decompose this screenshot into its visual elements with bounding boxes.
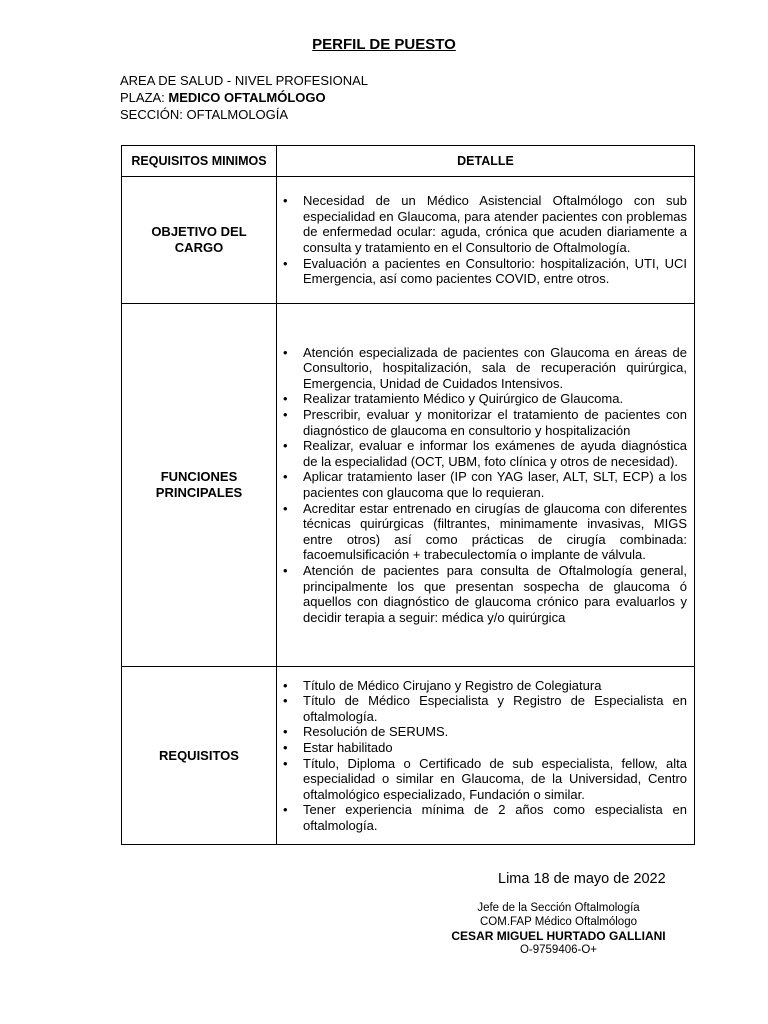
row-detail [277, 177, 695, 304]
bullet-icon: • [283, 255, 288, 271]
list-item [283, 391, 687, 407]
list-item-text: Realizar, evaluar e informar los exámenes de ayuda diagnóstica de la especialidad (OCT, UBM, foto clínica y otros de necesidad). [303, 438, 687, 469]
list-item-text: Título, Diploma o Certificado de sub especialista, fellow, alta especialidad o similar en Glaucoma, de la Universidad, Centro oftalmológico especializado, Fundación o similar. [303, 755, 687, 802]
list-item [283, 724, 687, 740]
list-item-text: Título de Médico Cirujano y Registro de Colegiatura [303, 677, 602, 693]
bullet-icon: • [283, 755, 288, 771]
plaza-label: PLAZA: [120, 90, 169, 105]
plaza-line [120, 89, 368, 106]
signature-rank: COM.FAP Médico Oftalmólogo [479, 916, 637, 928]
page-title: PERFIL DE PUESTO [312, 36, 456, 53]
list-item-text: Necesidad de un Médico Asistencial Oftalmólogo con sub especialidad en Glaucoma, para atender pacientes con problemas de enfermedad ocular: aguda, crónica que acuden diariamente a consulta y tratamiento en el Consultorio de Oftalmología. [303, 193, 687, 255]
list-item-text: Aplicar tratamiento laser (IP con YAG laser, ALT, SLT, ECP) a los pacientes con glaucoma que lo requieran. [303, 469, 687, 500]
profile-table [121, 145, 695, 845]
table-header-row [122, 146, 695, 177]
table-row [122, 667, 695, 845]
table-row [122, 304, 695, 667]
section-line: SECCIÓN: OFTALMOLOGÍA [120, 107, 289, 122]
list-item [283, 693, 687, 724]
list-item [283, 469, 687, 500]
list-item [283, 255, 687, 287]
row-label: OBJETIVO DEL CARGO [122, 177, 277, 304]
col-header-requisitos: REQUISITOS MINIMOS [122, 146, 277, 177]
table-row [122, 177, 695, 304]
bullet-icon: • [283, 344, 288, 360]
list-item [283, 193, 687, 255]
list-item [283, 802, 687, 833]
list-item-text: Acreditar estar entrenado en cirugías de glaucoma con diferentes técnicas quirúrgicas (filtrantes, minimamente invasivas, MIGS entre otros) así como prácticas de cirugía combinada: facoemulsificación + trabeculectomía o implante de válvula. [303, 500, 687, 563]
bullet-icon: • [283, 500, 288, 516]
list-item-text: Estar habilitado [303, 739, 393, 755]
list-item-text: Resolución de SERUMS. [303, 724, 449, 740]
area-line: AREA DE SALUD - NIVEL PROFESIONAL [120, 73, 369, 88]
list-item-text: Realizar tratamiento Médico y Quirúrgico de Glaucoma. [303, 391, 624, 407]
bullet-icon: • [283, 391, 288, 407]
bullet-icon: • [283, 438, 288, 454]
list-item [283, 407, 687, 438]
row-label: FUNCIONES PRINCIPALES [122, 304, 277, 667]
list-item [283, 344, 687, 392]
bullet-icon: • [283, 802, 288, 818]
list-item-text: Atención de pacientes para consulta de Oftalmología general, principalmente los que presentan sospecha de glaucoma ó aquellos con diagnóstico de glaucoma crónico para evaluarlos y decidir terapia a seguir: médica y/o quirúrgica [303, 562, 687, 625]
plaza-value: MEDICO OFTALMÓLOGO [168, 90, 326, 105]
list-item [283, 438, 687, 469]
bullet-icon: • [283, 677, 288, 693]
col-header-detalle: DETALLE [277, 146, 695, 177]
row-label: REQUISITOS [122, 667, 277, 845]
bullet-icon: • [283, 724, 288, 740]
list-item [283, 755, 687, 803]
signature-title: Jefe de la Sección Oftalmología [477, 902, 640, 914]
bullet-icon: • [283, 407, 288, 423]
signature-id: O-9759406-O+ [519, 944, 598, 956]
signature-name: CESAR MIGUEL HURTADO GALLIANI [451, 929, 666, 943]
header-block [120, 72, 368, 123]
list-item-text: Tener experiencia mínima de 2 años como especialista en oftalmología. [303, 802, 687, 833]
bullet-icon: • [283, 193, 288, 209]
detail-list [283, 193, 687, 287]
list-item-text: Prescribir, evaluar y monitorizar el tratamiento de pacientes con diagnóstico de glaucoma en consultorio y hospitalización [303, 407, 687, 438]
list-item [283, 739, 687, 756]
date-line: Lima 18 de mayo de 2022 [498, 871, 666, 887]
bullet-icon: • [283, 469, 288, 485]
list-item [283, 562, 687, 625]
detail-list [283, 677, 687, 834]
list-item [283, 500, 687, 563]
bullet-icon: • [283, 562, 288, 578]
bullet-icon: • [283, 693, 288, 709]
list-item-text: Título de Médico Especialista y Registro de Especialista en oftalmología. [303, 693, 687, 724]
list-item-text: Evaluación a pacientes en Consultorio: hospitalización, UTI, UCI Emergencia, así como pacientes COVID, entre otros. [303, 255, 687, 287]
detail-list [283, 344, 687, 626]
bullet-icon: • [283, 739, 288, 755]
list-item [283, 677, 687, 694]
signature-block [441, 901, 676, 957]
list-item-text: Atención especializada de pacientes con Glaucoma en áreas de Consultorio, hospitalización, sala de recuperación quirúrgica, Emergencia, Unidad de Cuidados Intensivos. [303, 344, 687, 391]
row-detail [277, 304, 695, 667]
row-detail [277, 667, 695, 845]
